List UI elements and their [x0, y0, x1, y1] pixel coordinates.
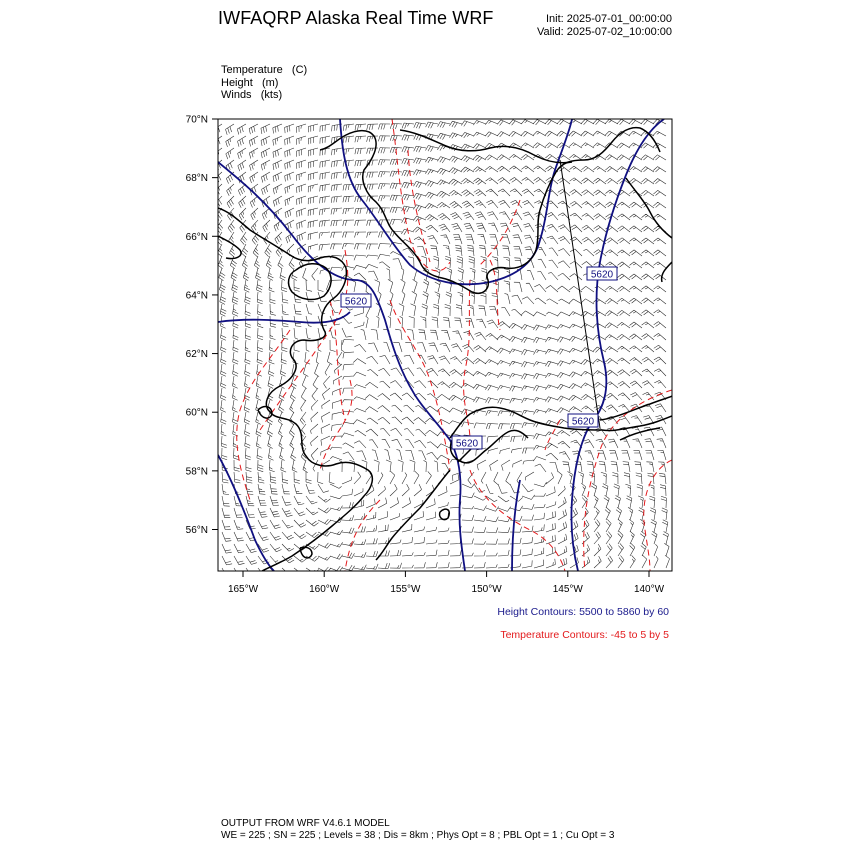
map-background: [218, 119, 672, 571]
svg-text:5620: 5620: [571, 416, 595, 428]
lat-tick-label: 56°N: [185, 525, 208, 536]
model-version: OUTPUT FROM WRF V4.6.1 MODEL: [221, 818, 390, 829]
longitude-axis: [228, 571, 665, 595]
svg-text:5620: 5620: [590, 269, 614, 281]
lon-tick-label: 160°W: [309, 584, 340, 595]
svg-text:5620: 5620: [455, 438, 479, 450]
lat-tick-label: 66°N: [185, 231, 208, 243]
temperature-contour-legend: Temperature Contours: -45 to 5 by 5: [500, 629, 669, 641]
field-winds: Winds (kts): [221, 89, 283, 101]
lon-tick-label: 150°W: [471, 584, 502, 595]
height-contour-legend: Height Contours: 5500 to 5860 by 60: [497, 606, 669, 618]
lon-tick-label: 145°W: [552, 584, 583, 595]
lat-tick-label: 60°N: [185, 407, 208, 419]
lat-tick-label: 70°N: [185, 114, 208, 126]
plot-title: IWFAQRP Alaska Real Time WRF: [218, 8, 494, 28]
lat-tick-label: 62°N: [185, 349, 208, 361]
lon-tick-label: 165°W: [227, 584, 259, 595]
height-contour-label: [587, 267, 617, 281]
latitude-axis: [186, 115, 218, 537]
field-temperature: Temperature (C): [221, 64, 308, 76]
height-contour-label: [452, 436, 482, 450]
height-contour-label: [341, 294, 371, 308]
lat-tick-label: 64°N: [185, 290, 208, 302]
lon-tick-label: 140°W: [633, 584, 665, 595]
lat-tick-label: 68°N: [185, 173, 208, 185]
model-parameters: WE = 225 ; SN = 225 ; Levels = 38 ; Dis = 8km ; Phys Opt = 8 ; PBL Opt = 1 ; Cu Opt = 3: [221, 829, 615, 841]
field-height: Height (m): [221, 76, 279, 89]
height-contour-label: [568, 414, 598, 428]
lon-tick-label: 155°W: [390, 584, 421, 595]
model-info: [221, 818, 614, 841]
init-time: Init: 2025-07-01_00:00:00: [546, 13, 672, 25]
valid-time: Valid: 2025-07-02_10:00:00: [537, 26, 672, 38]
svg-text:5620: 5620: [344, 296, 368, 308]
lat-tick-label: 58°N: [185, 466, 208, 478]
